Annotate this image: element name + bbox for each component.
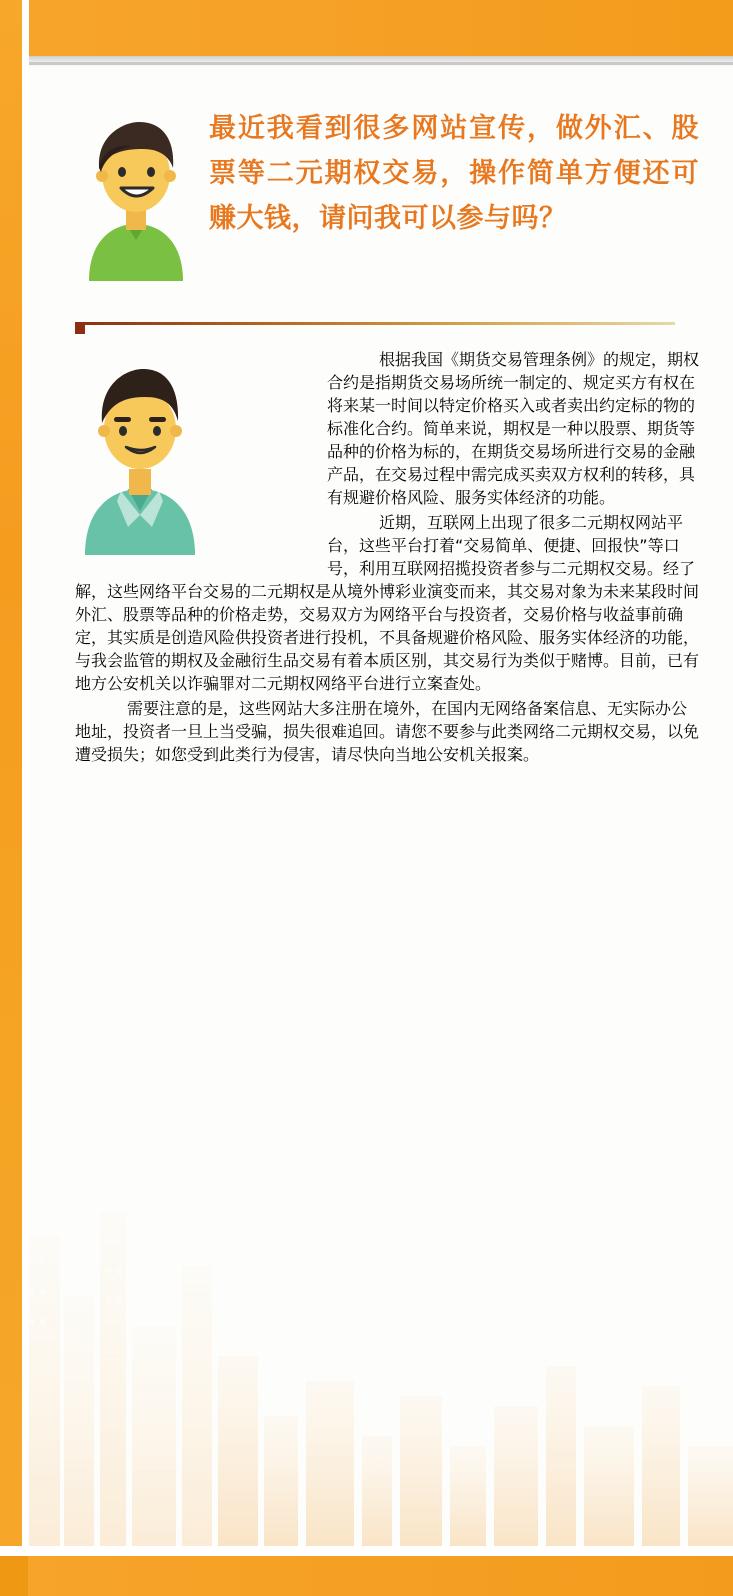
answer-block <box>29 347 733 765</box>
answer-paragraph-3: 需要注意的是，这些网站大多注册在境外，在国内无网络备案信息、无实际办公地址，投资者一旦上当受骗，损失很难追回。请您不要参与此类网络二元期权交易，以免遭受损失；如您受到此类行为侵害，请尽快向当地公安机关报案。 <box>75 699 700 764</box>
question-block <box>29 98 733 313</box>
bottom-white-strip <box>0 1546 733 1556</box>
answer-paragraph-1-text: 根据我国《期货交易管理条例》的规定，期权合约是指期货交易场所统一制定的、规定买方有权在将来某一时间以特定价格买入或者卖出约定标的物的标准化合约。简单来说，期权是一种以股票、期货等品种的价格为标的，在期货交易场所进行交易的金融产品，在交易过程中需完成买卖双方权利的转移，具有规避价格风险、服务实体经济的功能。 <box>327 350 700 507</box>
divider-line <box>75 322 675 325</box>
article-content <box>29 68 733 1546</box>
expert-avatar-icon <box>81 355 199 555</box>
question-text: 最近我看到很多网站宣传，做外汇、股票等二元期权交易，操作简单方便还可赚大钱，请问我可以参与吗？ <box>209 113 699 234</box>
left-band-inner-gap <box>22 0 29 1596</box>
section-divider <box>75 319 675 331</box>
bottom-bar-accent <box>0 1556 28 1596</box>
young-man-avatar-icon <box>81 116 191 281</box>
divider-tick <box>75 322 85 334</box>
answer-paragraph-2: 近期，互联网上出现了很多二元期权网站平台，这些平台打着“交易简单、便捷、回报快”等口号，利用互联网招揽投资者参与二元期权交易。经了解，这些网络平台交易的二元期权是从境外博彩业演变而来，其交易对象为未来某段时间外汇、股票等品种的价格走势，交易双方为网络平台与投资者，交易价格与收益事前确定，其实质是创造风险供投资者进行投机，不具备规避价格风险、服务实体经济的功能，与我会监管的期权及金融衍生品交易有着本质区别，其交易行为类似于赌博。目前，已有地方公安机关以诈骗罪对二元期权网络平台进行立案查处。 <box>75 513 700 693</box>
top-decorative-bar <box>0 0 733 56</box>
bottom-decorative-bar <box>0 1556 733 1596</box>
top-hairline <box>22 62 733 65</box>
left-decorative-band <box>0 0 22 1596</box>
